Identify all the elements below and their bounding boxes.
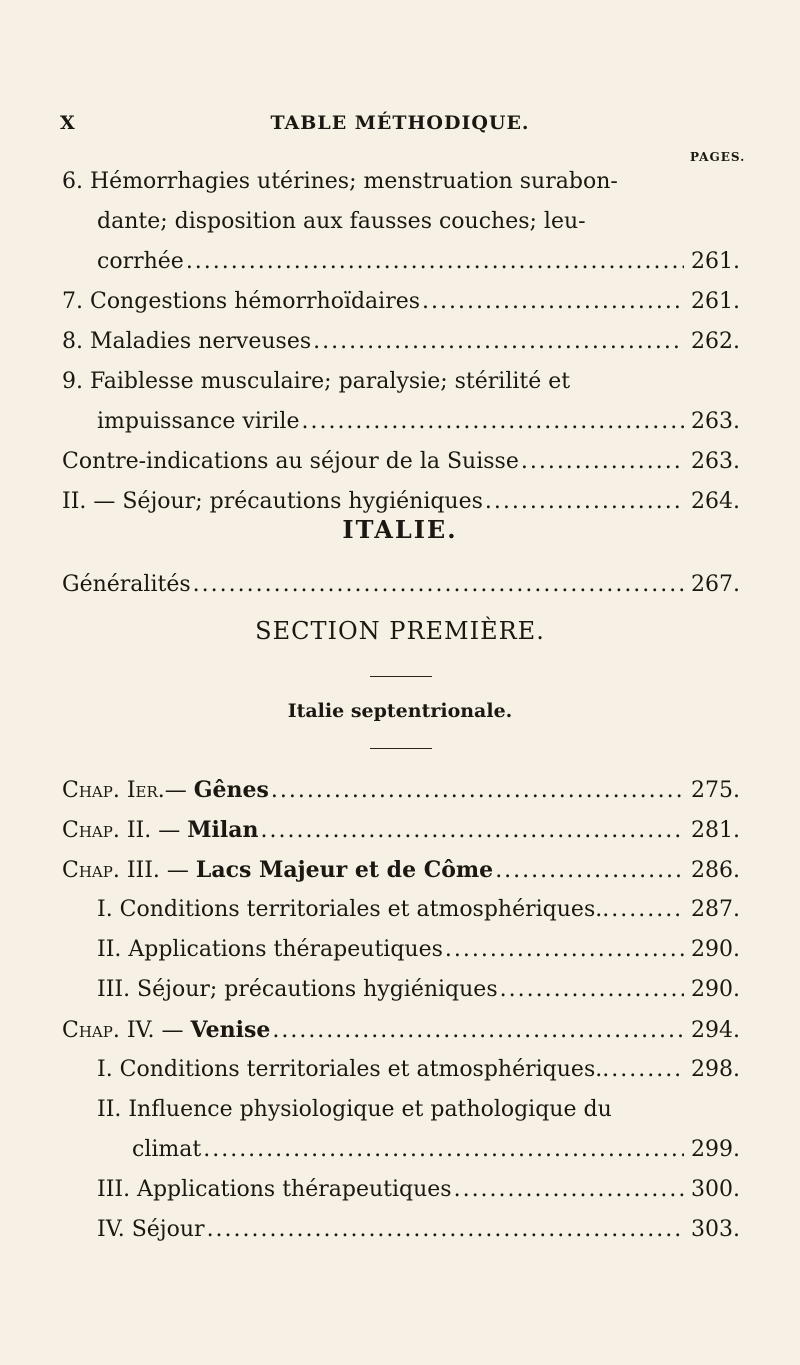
page-ref: 263. xyxy=(691,449,740,474)
chapter-name: Lacs Majeur et de Côme xyxy=(195,857,494,883)
page-ref: 267. xyxy=(691,572,740,597)
toc-subentry xyxy=(97,1170,740,1210)
leader-dots xyxy=(611,890,684,930)
entry-label: III. Applications thérapeutiques xyxy=(97,1177,452,1202)
leader-dots xyxy=(272,1011,684,1051)
toc-subentry xyxy=(97,890,740,930)
toc-chapter-4 xyxy=(62,1010,740,1051)
leader-dots xyxy=(454,1170,684,1210)
page-ref: 261. xyxy=(691,249,740,274)
leader-dots xyxy=(445,930,684,970)
entry-label: III. Séjour; précautions hygiéniques xyxy=(97,977,498,1002)
toc-chapter-3 xyxy=(62,850,740,891)
entry-label: corrhée xyxy=(97,249,184,274)
page-ref: 286. xyxy=(691,858,740,883)
entry-label: II. — Séjour; précautions hygiéniques xyxy=(62,489,483,514)
page-ref: 303. xyxy=(691,1217,740,1242)
entry-label: 8. Maladies nerveuses xyxy=(62,329,312,354)
entry-label: I. Conditions territoriales et atmosphériques.. xyxy=(97,897,610,922)
chapter-prefix: Chap. II. — xyxy=(62,818,188,843)
entry-line: dante; disposition aux fausses couches; leu- xyxy=(97,209,586,234)
leader-dots xyxy=(271,771,684,811)
toc-entry-8 xyxy=(62,322,740,362)
leader-dots xyxy=(611,1050,684,1090)
page-ref: 275. xyxy=(691,778,740,803)
page-ref: 281. xyxy=(691,818,740,843)
toc-subentry xyxy=(97,1050,740,1090)
leader-dots xyxy=(301,402,684,442)
divider-rule xyxy=(370,748,432,749)
leader-dots xyxy=(521,442,684,482)
entry-line: II. Influence physiologique et pathologique du xyxy=(97,1097,612,1122)
entry-label: IV. Séjour xyxy=(97,1217,205,1242)
chapter-name: Milan xyxy=(187,817,259,843)
toc-entry-generalites xyxy=(62,565,740,605)
toc-entry-contre-indications xyxy=(62,442,740,482)
chapter-prefix: Chap. Ier.— xyxy=(62,778,194,803)
toc-entry-7 xyxy=(62,282,740,322)
page-ref: 290. xyxy=(691,977,740,1002)
leader-dots xyxy=(207,1210,684,1250)
leader-dots xyxy=(495,851,684,891)
entry-label: Généralités xyxy=(62,572,191,597)
page-ref: 294. xyxy=(691,1018,740,1043)
toc-subentry xyxy=(97,930,740,970)
toc-subentry xyxy=(97,1210,740,1250)
entry-label: Contre-indications au séjour de la Suisse xyxy=(62,449,519,474)
toc-chapter-1 xyxy=(62,770,740,811)
leader-dots xyxy=(203,1130,684,1170)
leader-dots xyxy=(193,565,684,605)
section-heading: SECTION PREMIÈRE. xyxy=(255,617,545,645)
entry-line: 6. Hémorrhagies utérines; menstruation surabon- xyxy=(62,169,618,194)
chapter-name: Venise xyxy=(190,1017,271,1043)
leader-dots xyxy=(186,242,684,282)
page-ref: 263. xyxy=(691,409,740,434)
page-ref: 290. xyxy=(691,937,740,962)
entry-label: 7. Congestions hémorrhoïdaires xyxy=(62,289,421,314)
toc-subentry xyxy=(97,970,740,1010)
page-ref: 300. xyxy=(691,1177,740,1202)
entry-label: climat xyxy=(132,1137,202,1162)
leader-dots xyxy=(261,811,684,851)
page-title: TABLE MÉTHODIQUE. xyxy=(270,112,530,134)
chapter-prefix: Chap. III. — xyxy=(62,858,196,883)
leader-dots xyxy=(500,970,684,1010)
section-subtitle: Italie septentrionale. xyxy=(287,700,513,722)
entry-line: 9. Faiblesse musculaire; paralysie; stérilité et xyxy=(62,369,571,394)
page-ref: 298. xyxy=(691,1057,740,1082)
page-number: X xyxy=(60,112,75,134)
leader-dots xyxy=(313,322,684,362)
page-ref: 264. xyxy=(691,489,740,514)
chapter-prefix: Chap. IV. — xyxy=(62,1018,191,1043)
toc-entry-6 xyxy=(62,162,740,282)
entry-label: II. Applications thérapeutiques xyxy=(97,937,443,962)
entry-label: impuissance virile xyxy=(97,409,300,434)
leader-dots xyxy=(422,282,684,322)
pages-column-label: PAGES. xyxy=(690,150,746,164)
toc-chapter-2 xyxy=(62,810,740,851)
divider-rule xyxy=(370,676,432,677)
page-ref: 299. xyxy=(691,1137,740,1162)
chapter-name: Gênes xyxy=(193,777,269,803)
page-ref: 287. xyxy=(691,897,740,922)
heading-italie: ITALIE. xyxy=(342,515,458,544)
toc-entry-9 xyxy=(62,362,740,442)
page-header xyxy=(60,112,740,142)
page-ref: 261. xyxy=(691,289,740,314)
toc-subentry xyxy=(97,1090,740,1170)
entry-label: I. Conditions territoriales et atmosphériques.. xyxy=(97,1057,610,1082)
page-ref: 262. xyxy=(691,329,740,354)
